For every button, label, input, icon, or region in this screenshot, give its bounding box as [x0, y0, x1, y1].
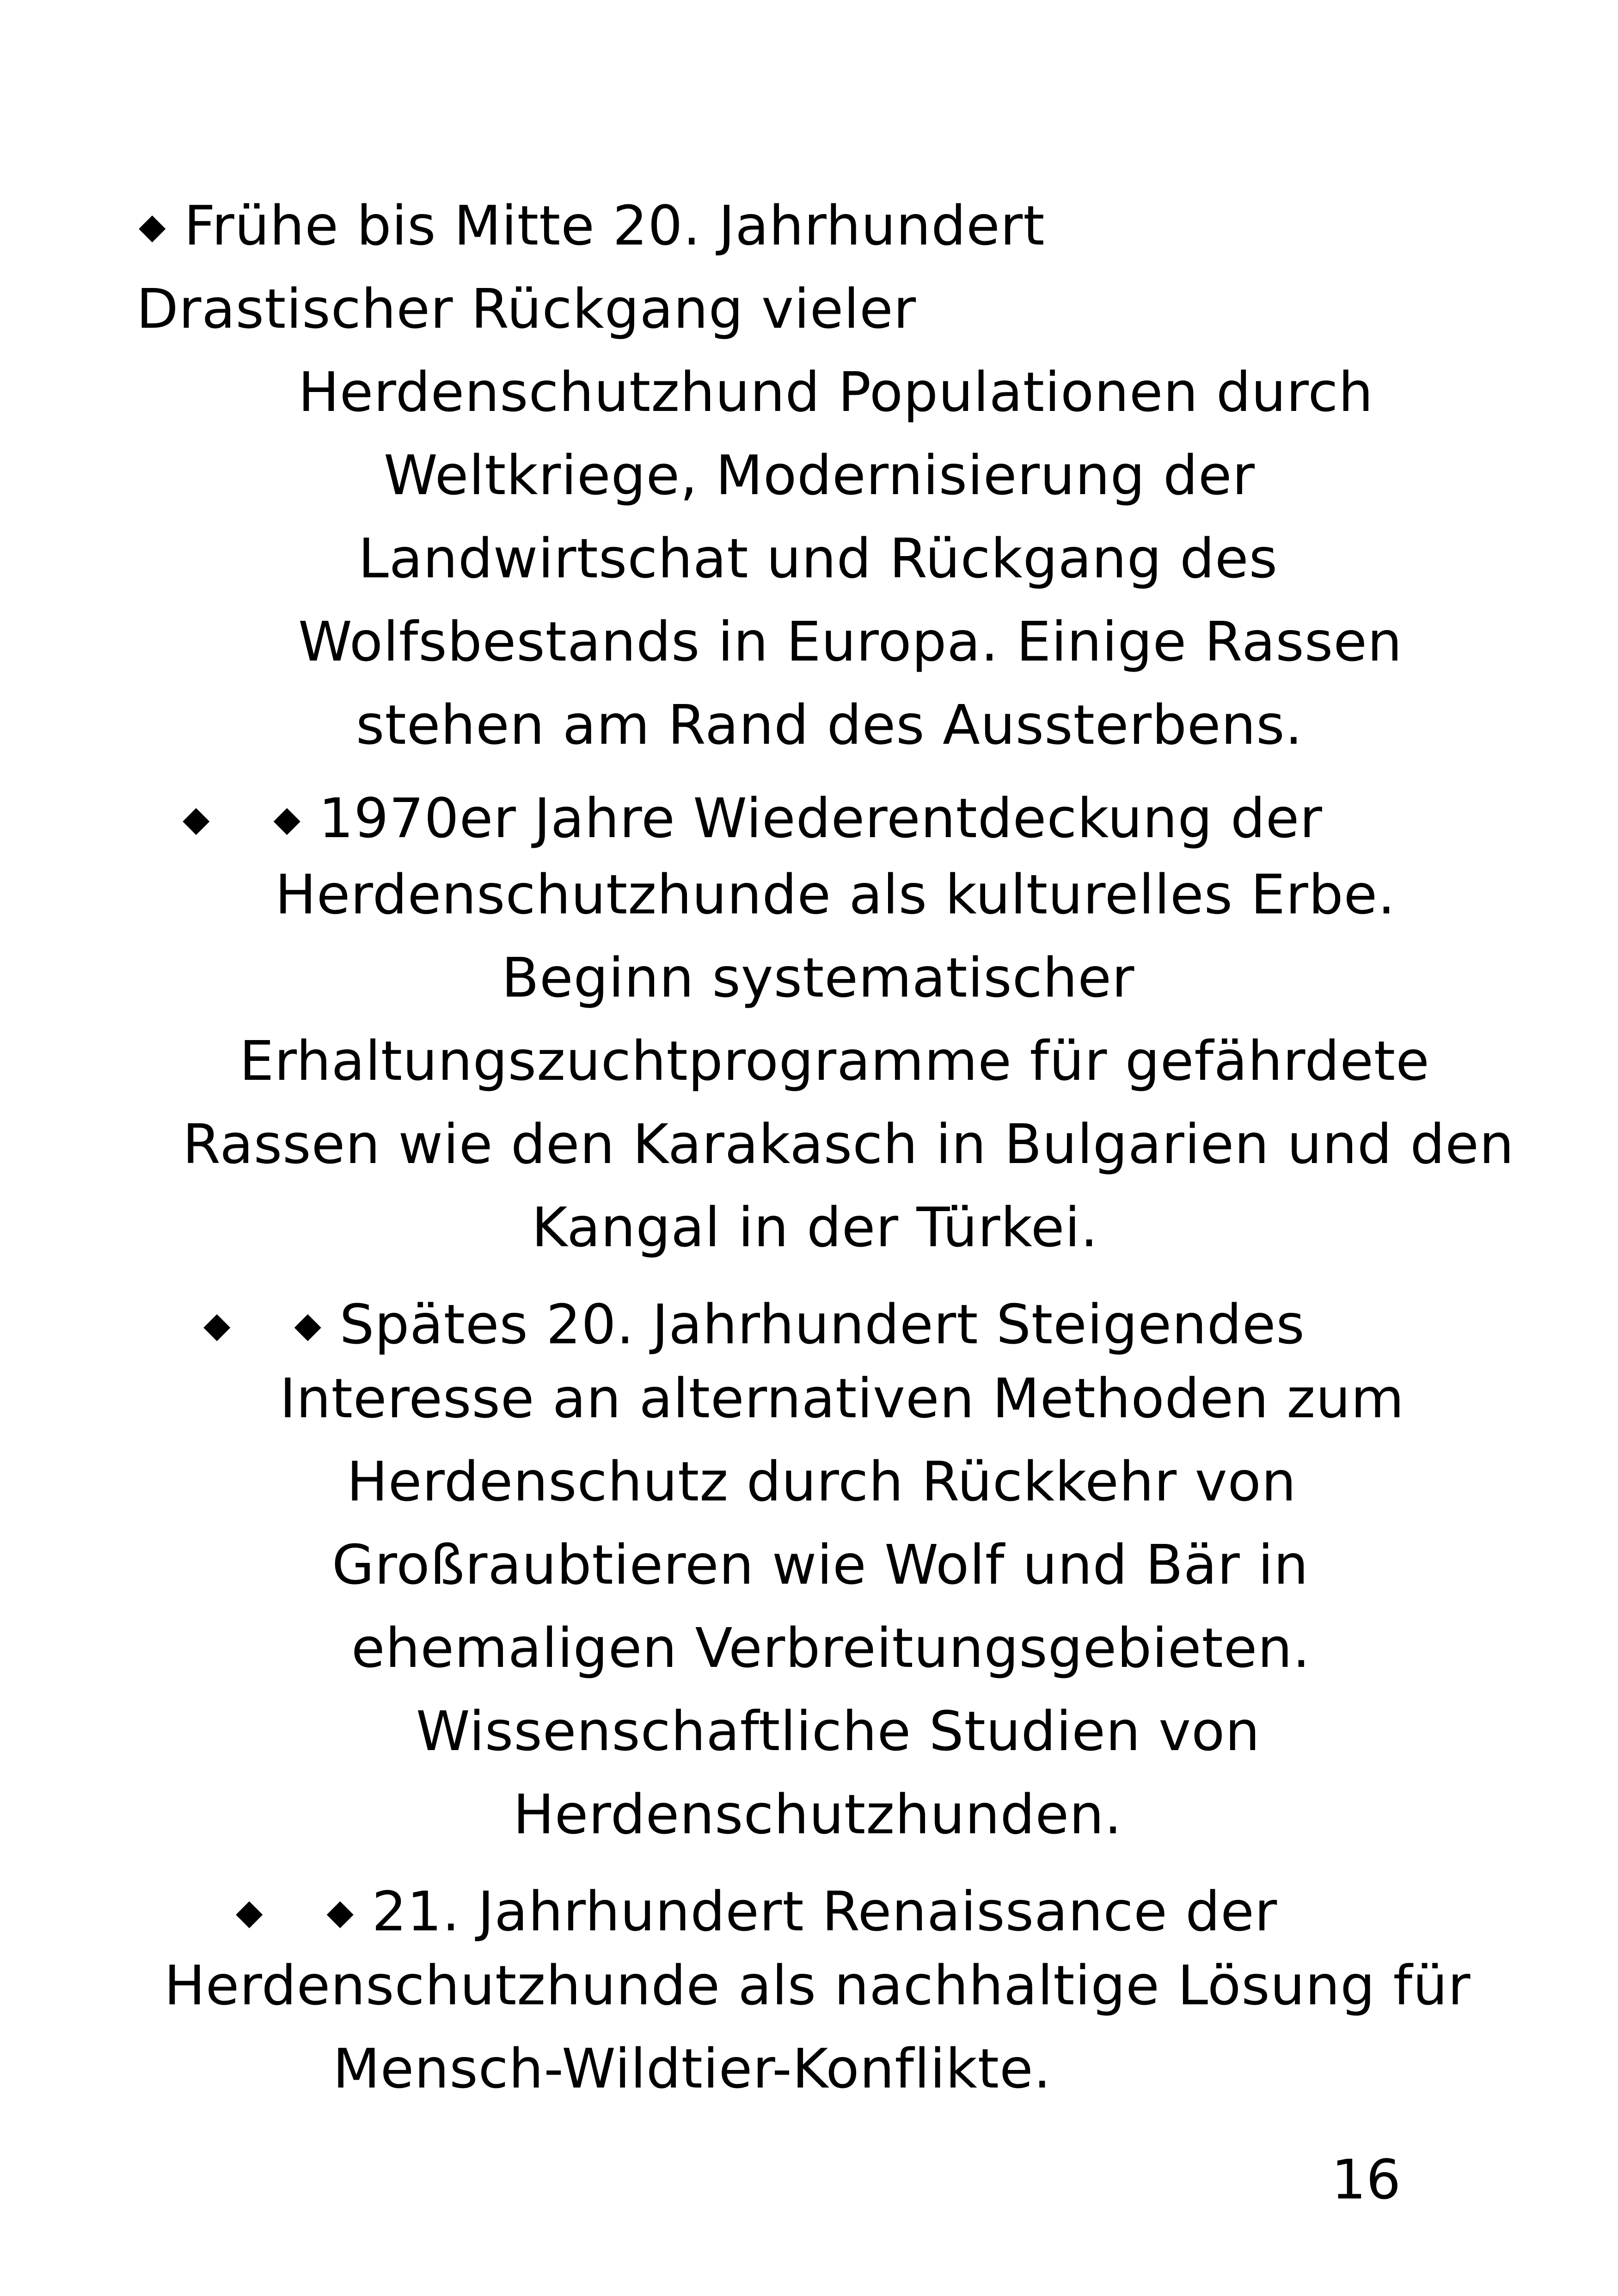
diamond-bullet-icon: ◆: [294, 1304, 322, 1345]
section-2-heading: 1970er Jahre Wiederentdeckung der: [319, 786, 1323, 850]
section-4-heading: 21. Jahrhundert Renaissance der: [372, 1880, 1278, 1943]
section-1-heading-line: [139, 193, 1045, 258]
section-1-line-2: Herdenschutzhund Populationen durch: [298, 360, 1374, 424]
section-2-line-4: Rassen wie den Karakasch in Bulgarien und den: [183, 1112, 1514, 1176]
diamond-bullet-icon: ◆: [139, 205, 166, 246]
diamond-bullet-icon: ◆: [203, 1304, 231, 1345]
section-1-line-5: Wolfsbestands in Europa. Einige Rassen: [298, 610, 1403, 673]
diamond-bullet-icon: ◆: [326, 1891, 354, 1932]
diamond-bullet-icon: ◆: [273, 798, 301, 839]
section-3-line-5: Wissenschaftliche Studien von: [416, 1699, 1261, 1763]
diamond-bullet-icon: ◆: [183, 798, 210, 839]
section-2-line-1: Herdenschutzhunde als kulturelles Erbe.: [275, 863, 1396, 926]
diamond-bullet-icon: ◆: [236, 1891, 264, 1932]
section-1-heading: Frühe bis Mitte 20. Jahrhundert: [184, 194, 1045, 257]
page-number: 16: [1331, 2148, 1401, 2211]
section-2-line-5: Kangal in der Türkei.: [532, 1195, 1098, 1259]
section-3-line-1: Interesse an alternativen Methoden zum: [280, 1366, 1405, 1430]
section-3-line-4: ehemaligen Verbreitungsgebieten.: [351, 1616, 1311, 1680]
section-1-line-6: stehen am Rand des Aussterbens.: [356, 693, 1303, 757]
section-4-line-2: Mensch-Wildtier-Konflikte.: [333, 2037, 1052, 2100]
section-1-line-4: Landwirtschat und Rückgang des: [358, 527, 1278, 590]
section-1-line-1: Drastischer Rückgang vieler: [136, 277, 917, 341]
section-2-line-3: Erhaltungszuchtprogramme für gefährdete: [239, 1029, 1430, 1093]
section-4-heading-line: [236, 1879, 1277, 1944]
section-2-line-2: Beginn systematischer: [502, 946, 1135, 1010]
section-3-heading-line: [203, 1292, 1305, 1357]
section-4-line-1: Herdenschutzhunde als nachhaltige Lösung für: [164, 1953, 1471, 2017]
section-3-line-6: Herdenschutzhunden.: [513, 1782, 1122, 1846]
section-3-heading: Spätes 20. Jahrhundert Steigendes: [339, 1292, 1305, 1356]
section-3-line-2: Herdenschutz durch Rückkehr von: [347, 1450, 1297, 1513]
section-3-line-3: Großraubtieren wie Wolf und Bär in: [332, 1533, 1309, 1597]
section-1-line-3: Weltkriege, Modernisierung der: [384, 443, 1256, 507]
section-2-heading-line: [183, 786, 1323, 851]
